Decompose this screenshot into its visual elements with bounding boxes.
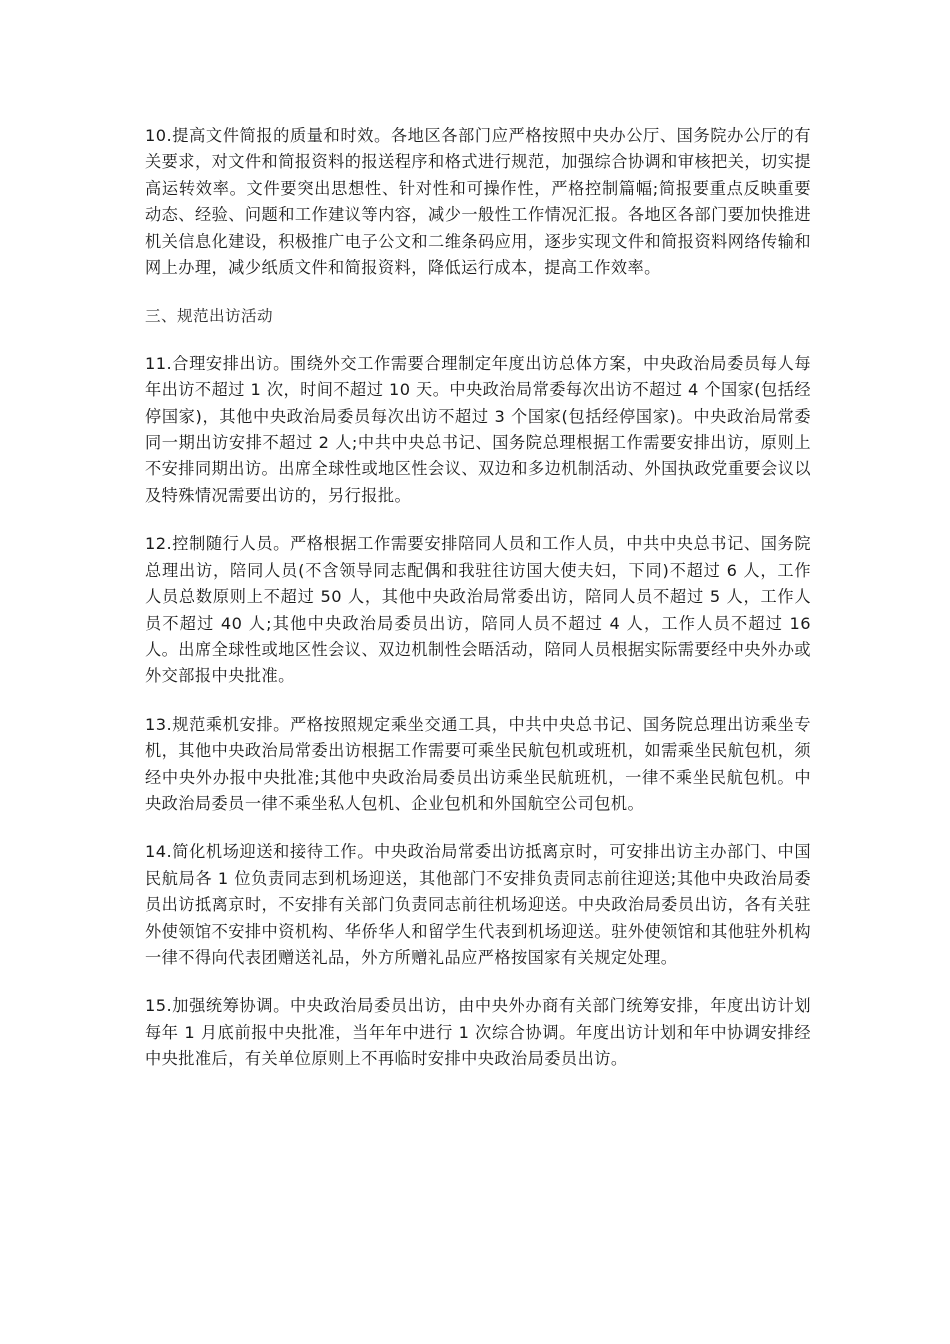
paragraph-11: 11.合理安排出访。围绕外交工作需要合理制定年度出访总体方案，中央政治局委员每人每年出访不超过 1 次，时间不超过 10 天。中央政治局常委每次出访不超过 4 个国家(包括经停国家)，其他中央政治局委员每次出访不超过 3 个国家(包括经停国家)。中央政治局常委同一期出访安排不超过 2 人;中共中央总书记、国务院总理根据工作需要安排出访，原则上不安排同期出访。出席全球性或地区性会议、双边和多边机制活动、外国执政党重要会议以及特殊情况需要出访的，另行报批。 [145, 353, 811, 505]
paragraph-13: 13.规范乘机安排。严格按照规定乘坐交通工具，中共中央总书记、国务院总理出访乘坐专机，其他中央政治局常委出访根据工作需要可乘坐民航包机或班机，如需乘坐民航包机，须经中央外办报中央批准;其他中央政治局委员出访乘坐民航班机，一律不乘坐民航包机。中央政治局委员一律不乘坐私人包机、企业包机和外国航空公司包机。 [145, 714, 811, 813]
paragraph-12: 12.控制随行人员。严格根据工作需要安排陪同人员和工作人员，中共中央总书记、国务院总理出访，陪同人员(不含领导同志配偶和我驻往访国大使夫妇，下同)不超过 6 人，工作人员总数原则上不超过 50 人，其他中央政治局常委出访，陪同人员不超过 5 人，工作人员不超过 40 人;其他中央政治局委员出访，陪同人员不超过 4 人，工作人员不超过 16 人。出席全球性或地区性会议、双边机制性会晤活动，陪同人员根据实际需要经中央外办或外交部报中央批准。 [145, 534, 811, 686]
paragraph-15: 15.加强统筹协调。中央政治局委员出访，由中央外办商有关部门统筹安排，年度出访计划每年 1 月底前报中央批准，当年年中进行 1 次综合协调。年度出访计划和年中协调安排经中央批准后，有关单位原则上不再临时安排中央政治局委员出访。 [145, 996, 811, 1069]
document-body [145, 123, 811, 1095]
paragraph-14: 14.简化机场迎送和接待工作。中央政治局常委出访抵离京时，可安排出访主办部门、中国民航局各 1 位负责同志到机场迎送，其他部门不安排负责同志前往迎送;其他中央政治局委员出访抵离京时，不安排有关部门负责同志前往机场迎送。中央政治局委员出访，各有关驻外使领馆不安排中资机构、华侨华人和留学生代表到机场迎送。驻外使领馆和其他驻外机构一律不得向代表团赠送礼品，外方所赠礼品应严格按国家有关规定处理。 [145, 842, 811, 967]
paragraph-10: 10.提高文件简报的质量和时效。各地区各部门应严格按照中央办公厅、国务院办公厅的有关要求，对文件和简报资料的报送程序和格式进行规范，加强综合协调和审核把关，切实提高运转效率。文件要突出思想性、针对性和可操作性，严格控制篇幅;简报要重点反映重要动态、经验、问题和工作建议等内容，减少一般性工作情况汇报。各地区各部门要加快推进机关信息化建设，积极推广电子公文和二维条码应用，逐步实现文件和简报资料网络传输和网上办理，减少纸质文件和简报资料，降低运行成本，提高工作效率。 [145, 126, 811, 278]
section-heading: 三、规范出访活动 [145, 307, 273, 326]
